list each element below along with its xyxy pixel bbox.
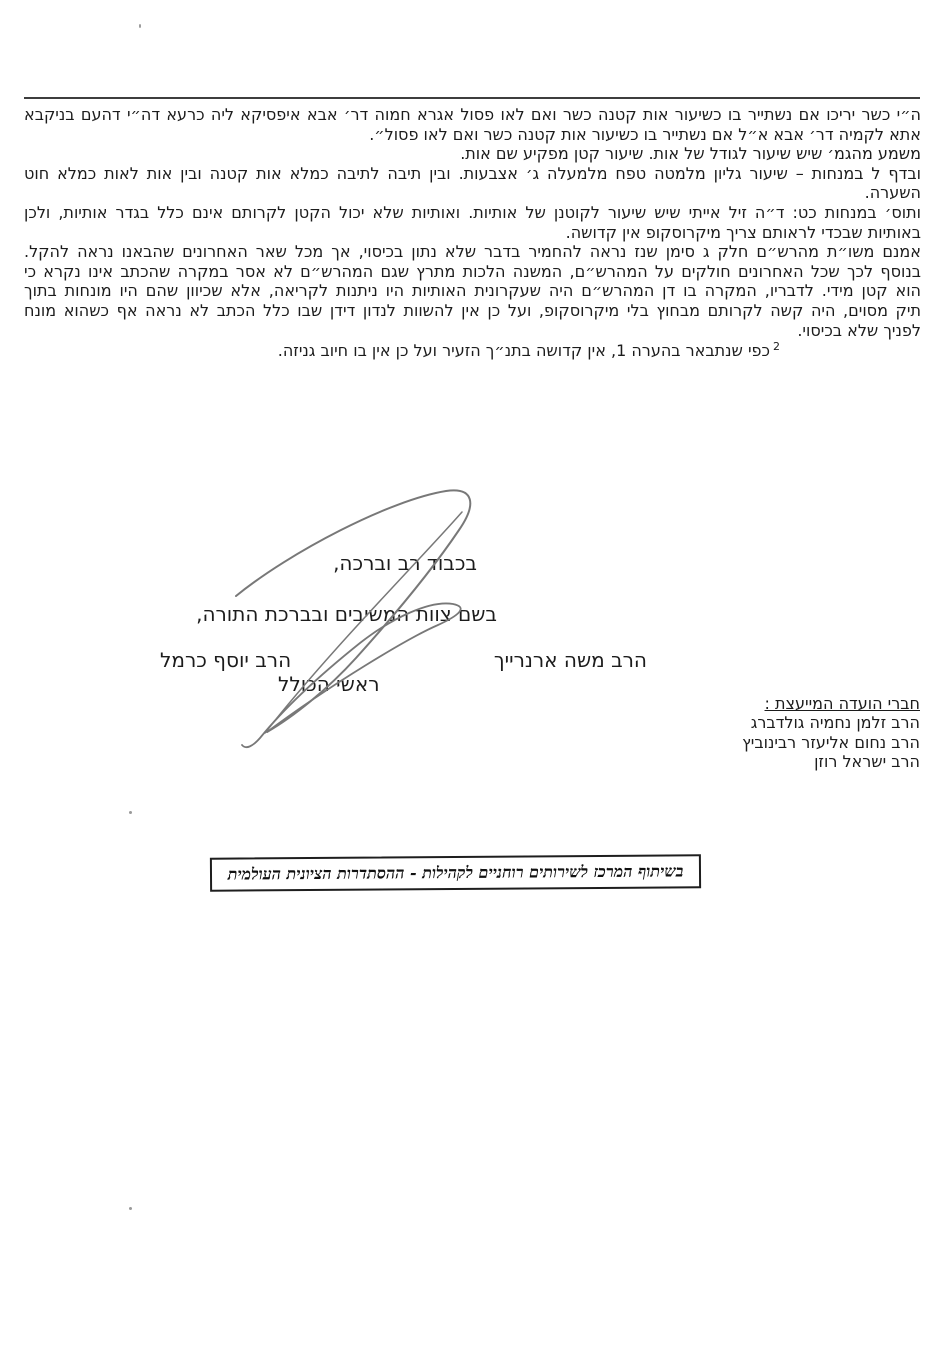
footnote-line: תיק מסוים, היה קשה לקרותם מבחוץ בלי מיקרוסקופ, ועל כן אין להשוות לנדון דידן שבו כלל הכתב לא נראה אף כשהוא מונח (24, 300, 921, 320)
footnote-line: אתא לקמיה דר׳ אבא א״ל אם נשתייר בו כשיעור אות קטנה כשר ואם לאו פסול״. (369, 124, 921, 144)
footnote-1-block (24, 105, 921, 340)
footnote-2-marker: 2 (773, 339, 780, 353)
footnote-line: לפניך שלא בכיסוי. (797, 320, 921, 340)
footnote-line: הוא קטן מידי. לדבריו, המקרה בו דן המהרש״ם היה שעקרונית האותיות היו ניתנות לקריאה, אלא שכיוון שהם היו מונחות בתוך (24, 281, 921, 301)
footnote-2-text: כפי שנתבאר בהערה 1, אין קדושה בתנ״ך הזעיר ועל כן אין בו חיוב גניזה. (277, 341, 770, 360)
footnote-separator-rule (24, 97, 920, 99)
signer-name-right: הרב משה ארנרייך (493, 648, 647, 672)
scan-speck (129, 811, 132, 814)
footnote-line: ה״י כשר יריכו אם נשתייר בו כשיעור אות קטנה כשר ואם לאו פסול אגרא חמוה דר׳ אבא איפסיקא ליה כרעא דה״י דהעם בניקבא (24, 105, 921, 124)
footnote-line: באותיות שבכדי לראותם צריך מיקרוסקופ אין קדושה. (565, 222, 921, 242)
footnote-line: ותוס׳ במנחות כט: ד״ה זיל אייתי שיש שיעור לקוטנן של אותיות. ואותיות שלא יכול הקטן לקרותם אינם כלל בגדר אותיות, ולכן (24, 202, 921, 222)
footnote-line: אמנם משו״ת מהרש״ם חלק ג סימן שנז נראה להחמיר בדבר שלא נתון בכיסוי, אך מכל שאר האחרונים שהבאנו נראה להקל. (24, 242, 921, 262)
scan-speck (139, 24, 141, 28)
scan-speck (129, 1207, 132, 1210)
signers-title: ראשי הכולל (278, 672, 380, 696)
committee-member: הרב זלמן נחמיה גולדברג (750, 713, 920, 733)
advisory-committee-heading: חברי הועדה המייעצת : (764, 694, 920, 713)
footnote-line: משמע מהגמ׳ שיש שיעור לגודל של אות. שיעור קטן מפקיע שם אות. (460, 144, 921, 164)
footnote-line: השערה. (864, 183, 921, 203)
signer-name-left: הרב יוסף כרמל (160, 648, 292, 672)
closing-on-behalf: בשם צוות המשיבים ובברכת התורה, (196, 602, 497, 626)
committee-member: הרב ישראל רוזן (814, 751, 920, 771)
partnership-footer-text: בשיתוף המרכז לשירותים רוחניים לקהילות - ההסתדרות הציונית העולמית (227, 861, 684, 884)
footnote-line: בנוסף לכך שכל האחרונים חולקים על המהרש״ם, המשנה הלכות מתרץ שגם המהרש״ם לא אסר במקרה שהכתב אינו נקרא כי (24, 261, 921, 281)
advisory-committee-block (742, 694, 920, 771)
footnote-2 (278, 341, 780, 361)
closing-salutation: בכבוד רב וברכה, (333, 551, 477, 575)
partnership-footer-box (210, 854, 701, 891)
footnote-line: ובדף ל במנחות – שיעור גליון מלמטה טפח מלמעלה ג׳ אצבעות. ובין תיבה לתיבה כמלא אות קטנה ובין אות לאות כמלא חוט (24, 163, 921, 183)
committee-member: הרב נחום אליעזר רבינוביץ (742, 732, 920, 752)
